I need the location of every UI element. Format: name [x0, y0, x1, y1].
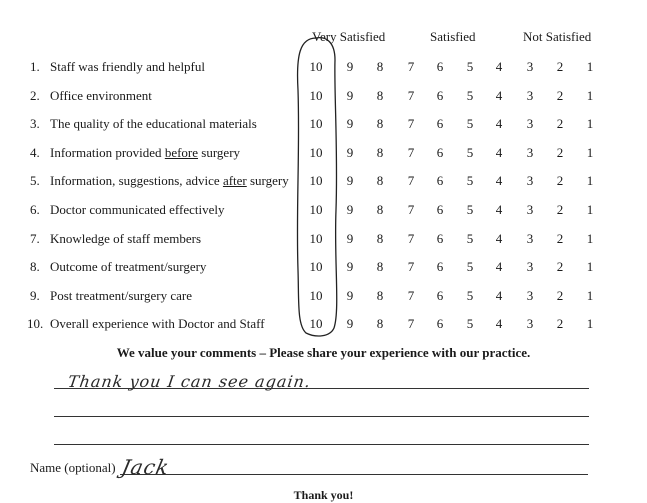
rating-option-5[interactable]: 5: [466, 288, 474, 303]
rating-option-6[interactable]: 6: [436, 145, 444, 160]
rating-option-3[interactable]: 3: [526, 116, 534, 131]
question-number: 7.: [30, 231, 40, 246]
rating-option-2[interactable]: 2: [556, 173, 564, 188]
rating-option-2[interactable]: 2: [556, 59, 564, 74]
rating-option-6[interactable]: 6: [436, 316, 444, 331]
rating-option-8[interactable]: 8: [376, 88, 384, 103]
rating-option-8[interactable]: 8: [376, 259, 384, 274]
question-number: 8.: [30, 259, 40, 274]
rating-option-7[interactable]: 7: [407, 316, 415, 331]
rating-option-8[interactable]: 8: [376, 316, 384, 331]
question-number: 4.: [30, 145, 40, 160]
rating-option-4[interactable]: 4: [495, 145, 503, 160]
rating-option-1[interactable]: 1: [586, 173, 594, 188]
question-text: surgery: [198, 145, 241, 160]
rating-option-6[interactable]: 6: [436, 288, 444, 303]
rating-option-2[interactable]: 2: [556, 316, 564, 331]
question-text-emphasis: after: [222, 173, 247, 188]
question-text: Overall experience with Doctor and Staff: [50, 316, 265, 331]
rating-option-9[interactable]: 9: [346, 316, 354, 331]
question-text: Staff was friendly and helpful: [50, 59, 205, 74]
rating-option-10[interactable]: 10: [309, 145, 323, 160]
rating-scale-row: [0, 231, 647, 247]
rating-option-4[interactable]: 4: [495, 59, 503, 74]
rating-option-7[interactable]: 7: [407, 116, 415, 131]
rating-option-9[interactable]: 9: [346, 231, 354, 246]
rating-option-8[interactable]: 8: [376, 231, 384, 246]
rating-option-10[interactable]: 10: [309, 259, 323, 274]
question-text: Outcome of treatment/surgery: [50, 259, 207, 274]
name-line: [120, 474, 588, 475]
question-number: 1.: [30, 59, 40, 74]
rating-option-8[interactable]: 8: [376, 202, 384, 217]
rating-scale-row: [0, 59, 647, 75]
question-number: 3.: [30, 116, 40, 131]
rating-option-2[interactable]: 2: [556, 145, 564, 160]
header-very-satisfied: Very Satisfied: [312, 29, 386, 44]
question-text: surgery: [246, 173, 289, 188]
rating-option-5[interactable]: 5: [466, 116, 474, 131]
rating-option-2[interactable]: 2: [556, 259, 564, 274]
rating-option-3[interactable]: 3: [526, 288, 534, 303]
rating-option-8[interactable]: 8: [376, 145, 384, 160]
question-text: The quality of the educational materials: [50, 116, 257, 131]
rating-option-4[interactable]: 4: [495, 88, 503, 103]
rating-option-7[interactable]: 7: [407, 259, 415, 274]
header-not-satisfied: Not Satisfied: [523, 29, 592, 44]
rating-option-10[interactable]: 10: [309, 231, 323, 246]
rating-option-9[interactable]: 9: [346, 145, 354, 160]
rating-option-10[interactable]: 10: [309, 288, 323, 303]
rating-scale-row: [0, 288, 647, 304]
rating-option-9[interactable]: 9: [346, 116, 354, 131]
rating-option-9[interactable]: 9: [346, 202, 354, 217]
rating-scale-row: [0, 116, 647, 132]
question-text: Knowledge of staff members: [50, 231, 202, 246]
rating-option-6[interactable]: 6: [436, 231, 444, 246]
rating-option-4[interactable]: 4: [495, 173, 503, 188]
rating-option-4[interactable]: 4: [495, 202, 503, 217]
rating-option-6[interactable]: 6: [436, 202, 444, 217]
rating-option-1[interactable]: 1: [586, 88, 594, 103]
rating-option-10[interactable]: 10: [309, 59, 323, 74]
question-text-emphasis: before: [164, 145, 199, 160]
rating-scale-row: [0, 145, 647, 161]
comment-line-3: [54, 444, 589, 445]
rating-option-10[interactable]: 10: [309, 173, 323, 188]
name-handwriting[interactable]: Jack: [119, 455, 172, 479]
question-number: 6.: [30, 202, 40, 217]
rating-option-1[interactable]: 1: [586, 59, 594, 74]
rating-option-2[interactable]: 2: [556, 288, 564, 303]
rating-option-1[interactable]: 1: [586, 202, 594, 217]
question-number: 2.: [30, 88, 40, 103]
rating-option-1[interactable]: 1: [586, 231, 594, 246]
name-label: Name (optional): [30, 460, 116, 475]
rating-option-5[interactable]: 5: [466, 202, 474, 217]
rating-option-10[interactable]: 10: [309, 116, 323, 131]
comment-line-1: [54, 388, 589, 389]
rating-option-7[interactable]: 7: [407, 173, 415, 188]
rating-option-1[interactable]: 1: [586, 145, 594, 160]
rating-option-9[interactable]: 9: [346, 173, 354, 188]
rating-scale-row: [0, 173, 647, 189]
comment-handwriting[interactable]: Thank you I can see again.: [66, 372, 313, 391]
rating-option-9[interactable]: 9: [346, 88, 354, 103]
comment-line-2: [54, 416, 589, 417]
question-number: 10.: [27, 316, 44, 331]
question-number: 9.: [30, 288, 40, 303]
rating-option-8[interactable]: 8: [376, 59, 384, 74]
rating-option-1[interactable]: 1: [586, 288, 594, 303]
rating-option-3[interactable]: 3: [526, 88, 534, 103]
thank-you-footer: Thank you!: [293, 488, 354, 502]
rating-option-9[interactable]: 9: [346, 259, 354, 274]
rating-option-1[interactable]: 1: [586, 116, 594, 131]
rating-option-9[interactable]: 9: [346, 288, 354, 303]
rating-scale-row: [0, 316, 647, 332]
rating-option-2[interactable]: 2: [556, 202, 564, 217]
header-satisfied: Satisfied: [430, 29, 476, 44]
rating-option-1[interactable]: 1: [586, 259, 594, 274]
rating-option-6[interactable]: 6: [436, 259, 444, 274]
rating-option-10[interactable]: 10: [309, 316, 323, 331]
rating-option-8[interactable]: 8: [376, 173, 384, 188]
rating-option-8[interactable]: 8: [376, 116, 384, 131]
comments-prompt: We value your comments – Please share your experience with our practice.: [116, 345, 531, 360]
rating-option-10[interactable]: 10: [309, 88, 323, 103]
rating-option-6[interactable]: 6: [436, 173, 444, 188]
rating-option-4[interactable]: 4: [495, 259, 503, 274]
rating-scale-row: [0, 88, 647, 104]
rating-option-7[interactable]: 7: [407, 59, 415, 74]
rating-option-4[interactable]: 4: [495, 231, 503, 246]
rating-option-8[interactable]: 8: [376, 288, 384, 303]
rating-option-5[interactable]: 5: [466, 259, 474, 274]
rating-option-5[interactable]: 5: [466, 59, 474, 74]
rating-option-4[interactable]: 4: [495, 288, 503, 303]
rating-option-7[interactable]: 7: [407, 145, 415, 160]
rating-option-5[interactable]: 5: [466, 173, 474, 188]
rating-option-3[interactable]: 3: [526, 173, 534, 188]
rating-option-3[interactable]: 3: [526, 259, 534, 274]
question-text: Information provided: [50, 145, 165, 160]
rating-option-5[interactable]: 5: [466, 231, 474, 246]
question-text: Post treatment/surgery care: [50, 288, 192, 303]
rating-option-3[interactable]: 3: [526, 202, 534, 217]
rating-option-7[interactable]: 7: [407, 288, 415, 303]
rating-scale-row: [0, 259, 647, 275]
rating-option-4[interactable]: 4: [495, 316, 503, 331]
rating-option-2[interactable]: 2: [556, 231, 564, 246]
rating-option-9[interactable]: 9: [346, 59, 354, 74]
rating-option-6[interactable]: 6: [436, 59, 444, 74]
rating-option-3[interactable]: 3: [526, 316, 534, 331]
rating-scale-row: [0, 202, 647, 218]
question-text: Information, suggestions, advice: [50, 173, 223, 188]
rating-option-5[interactable]: 5: [466, 88, 474, 103]
rating-option-4[interactable]: 4: [495, 116, 503, 131]
rating-option-3[interactable]: 3: [526, 145, 534, 160]
rating-option-7[interactable]: 7: [407, 88, 415, 103]
rating-option-6[interactable]: 6: [436, 88, 444, 103]
rating-option-1[interactable]: 1: [586, 316, 594, 331]
rating-option-5[interactable]: 5: [466, 145, 474, 160]
rating-option-3[interactable]: 3: [526, 231, 534, 246]
rating-option-5[interactable]: 5: [466, 316, 474, 331]
question-number: 5.: [30, 173, 40, 188]
rating-option-7[interactable]: 7: [407, 231, 415, 246]
question-text: Doctor communicated effectively: [50, 202, 225, 217]
rating-option-10[interactable]: 10: [309, 202, 323, 217]
rating-option-7[interactable]: 7: [407, 202, 415, 217]
question-text: Office environment: [50, 88, 152, 103]
rating-option-2[interactable]: 2: [556, 116, 564, 131]
rating-option-6[interactable]: 6: [436, 116, 444, 131]
rating-option-3[interactable]: 3: [526, 59, 534, 74]
rating-option-2[interactable]: 2: [556, 88, 564, 103]
